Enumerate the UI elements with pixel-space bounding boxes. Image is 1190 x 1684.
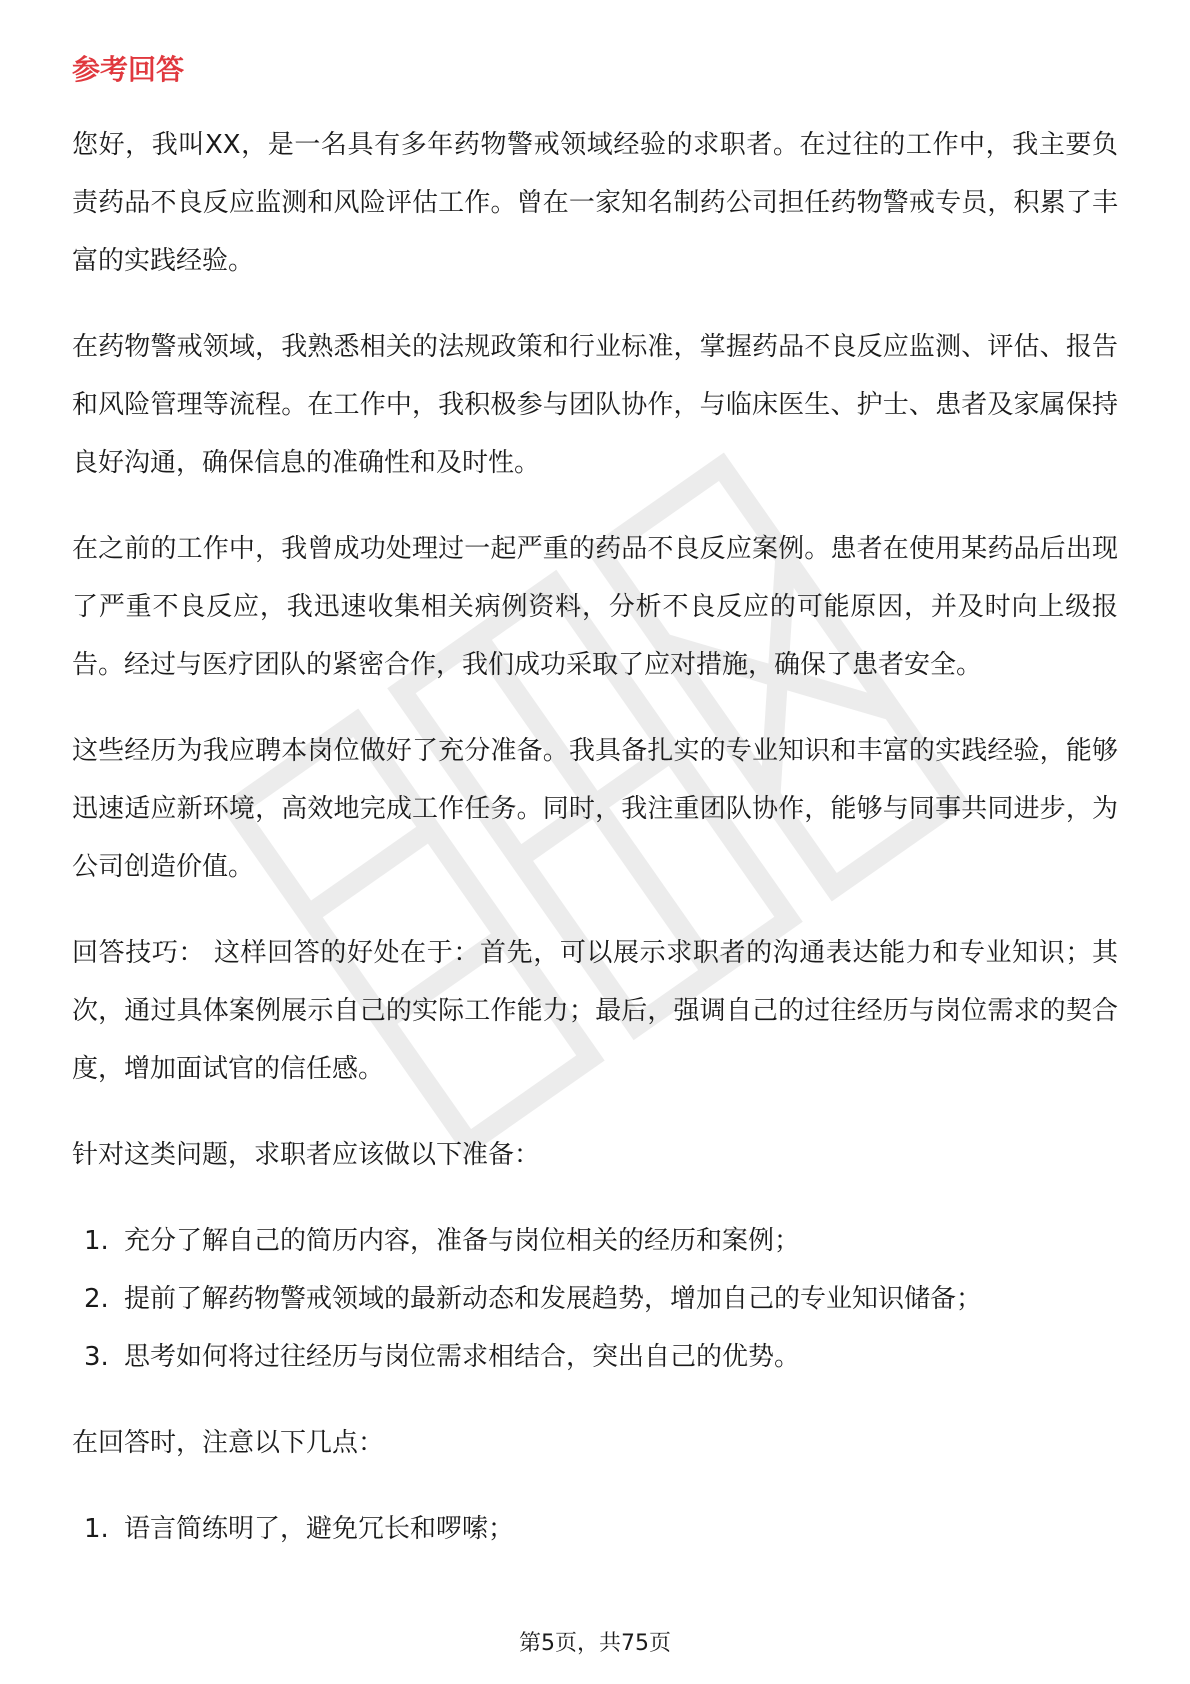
paragraph-prep-intro: 针对这类问题，求职者应该做以下准备： <box>72 1140 541 1170</box>
notes-list <box>72 1500 1118 1558</box>
list-item-text: 充分了解自己的简历内容，准备与岗位相关的经历和案例； <box>124 1226 801 1256</box>
list-item-number: 3. <box>84 1342 109 1372</box>
paragraph-notes-intro: 在回答时，注意以下几点： <box>72 1428 385 1458</box>
list-item-number: 2. <box>84 1284 109 1314</box>
list-item-text: 提前了解药物警戒领域的最新动态和发展趋势，增加自己的专业知识储备； <box>124 1284 983 1314</box>
section-title: 参考回答 <box>72 53 185 86</box>
prep-list <box>72 1212 1118 1386</box>
document-body <box>72 48 1118 1586</box>
list-item-number: 1. <box>84 1226 109 1256</box>
paragraph-expertise: 在药物警戒领域，我熟悉相关的法规政策和行业标准，掌握药品不良反应监测、评估、报告和风险管理等流程。在工作中，我积极参与团队协作，与临床医生、护士、患者及家属保持良好沟通，确保信息的准确性和及时性。 <box>72 332 1118 478</box>
list-item <box>72 1212 1118 1270</box>
list-item-number: 1. <box>84 1514 109 1544</box>
paragraph-tips: 回答技巧： 这样回答的好处在于：首先，可以展示求职者的沟通表达能力和专业知识；其次，通过具体案例展示自己的实际工作能力；最后，强调自己的过往经历与岗位需求的契合度，增加面试官的信任感。 <box>72 938 1118 1084</box>
list-item <box>72 1328 1118 1386</box>
list-item <box>72 1500 1118 1558</box>
paragraph-readiness: 这些经历为我应聘本岗位做好了充分准备。我具备扎实的专业知识和丰富的实践经验，能够迅速适应新环境，高效地完成工作任务。同时，我注重团队协作，能够与同事共同进步，为公司创造价值。 <box>72 736 1118 882</box>
list-item-text: 语言简练明了，避免冗长和啰嗦； <box>124 1514 515 1544</box>
list-item <box>72 1270 1118 1328</box>
paragraph-intro: 您好，我叫XX，是一名具有多年药物警戒领域经验的求职者。在过往的工作中，我主要负责药品不良反应监测和风险评估工作。曾在一家知名制药公司担任药物警戒专员，积累了丰富的实践经验。 <box>72 130 1118 276</box>
list-item-text: 思考如何将过往经历与岗位需求相结合，突出自己的优势。 <box>124 1342 801 1372</box>
paragraph-case: 在之前的工作中，我曾成功处理过一起严重的药品不良反应案例。患者在使用某药品后出现了严重不良反应，我迅速收集相关病例资料，分析不良反应的可能原因，并及时向上级报告。经过与医疗团队的紧密合作，我们成功采取了应对措施，确保了患者安全。 <box>72 534 1118 680</box>
page-number: 第5页，共75页 <box>519 1631 671 1656</box>
